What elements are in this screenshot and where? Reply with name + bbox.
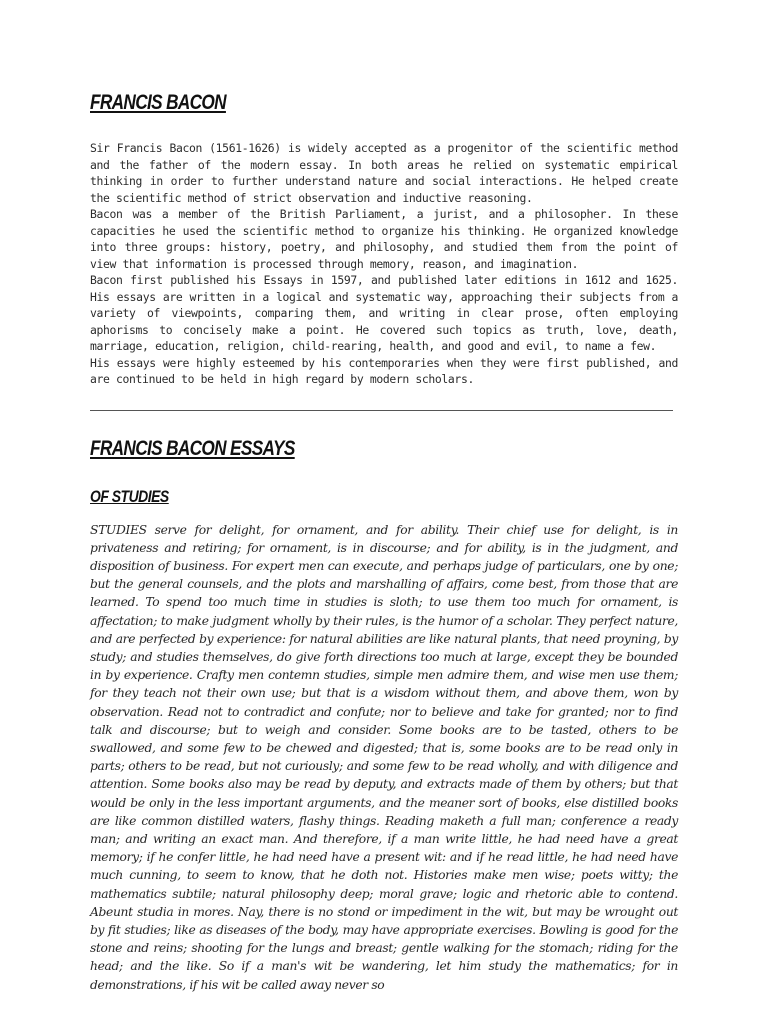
essay-paragraph: STUDIES serve for delight, for ornament, and for ability. Their chief use for delight, is in privateness and retiring; for ornament, is in discourse; and for ability, is in the judgment, and disposition of business. For expert men can execute, and perhaps judge of particulars, one by one; but the general counsels, and the plots and marshalling of affairs, come best, from those that are learned. To spend too much time in studies is sloth; to use them too much for ornament, is affectation; to make judgment wholly by their rules, is the humor of a scholar. They perfect nature, and are perfected by experience: for natural abilities are like natural plants, that need proyning, by study; and studies themselves, do give forth directions too much at large, except they be bounded in by experience. Crafty men contemn studies, simple men admire them, and wise men use them; for they teach not their own use; but that is a wisdom without them, and above them, won by observation. Read not to contradict and confute; nor to believe and take for granted; nor to find talk and discourse; but to weigh and consider. Some books are to be tasted, others to be swallowed, and some few to be chewed and digested; that is, some books are to be read only in parts; others to be read, but not curiously; and some few to be read wholly, and with diligence and attention. Some books also may be read by deputy, and extracts made of them by others; but that would be only in the less important arguments, and the meaner sort of books, else distilled books are like common distilled waters, flashy things. Reading maketh a full man; conference a ready man; and writing an exact man. And therefore, if a man write little, he had need have a great memory; if he confer little, he had need have a present wit: and if he read little, he had need have much cunning, to seem to know, that he doth not. Histories make men wise; poets witty; the mathematics subtile; natural philosophy deep; moral grave; logic and rhetoric able to contend. Abeunt studia in mores. Nay, there is no stond or impediment in the wit, but may be wrought out by fit studies; like as diseases of the body, may have appropriate exercises. Bowling is good for the stone and reins; shooting for the lungs and breast; gentle walking for the stomach; riding for the head; and the like. So if a man's wit be wandering, let him study the mathematics; for in demonstrations, if his wit be called away never so xyxy=(90,522,678,992)
page-title: FRANCIS BACON xyxy=(90,91,226,114)
essay-body xyxy=(90,521,678,994)
intro-paragraph: His essays were highly esteemed by his contemporaries when they were first published, and are continued to be held in high regard by modern scholars. xyxy=(90,355,678,386)
intro-paragraph: Bacon was a member of the British Parliament, a jurist, and a philosopher. In these capacities he used the scientific method to organize his thinking. He organized knowledge into three groups: history, poetry, and philosophy, and studied them from the point of view that information is processed through memory, reason, and imagination. xyxy=(90,207,678,271)
intro-paragraph: Bacon first published his Essays in 1597, and published later editions in 1612 and 1625. His essays are written in a logical and systematic way, approaching their subjects from a variety of viewpoints, comparing them, and writing in clear prose, often employing aphorisms to concisely make a point. He covered such topics as truth, love, death, marriage, education, religion, child-rearing, health, and good and evil, to name a few. xyxy=(90,273,678,353)
essay-title: OF STUDIES xyxy=(90,486,169,506)
intro-text xyxy=(90,140,678,388)
intro-paragraph: Sir Francis Bacon (1561-1626) is widely accepted as a progenitor of the scientific method and the father of the modern essay. In both areas he relied on systematic empirical thinking in order to further understand nature and social interactions. He helped create the scientific method of strict observation and inductive reasoning. xyxy=(90,141,678,205)
section-divider xyxy=(90,410,673,411)
essays-title: FRANCIS BACON ESSAYS xyxy=(90,436,295,460)
document-page xyxy=(90,90,678,994)
